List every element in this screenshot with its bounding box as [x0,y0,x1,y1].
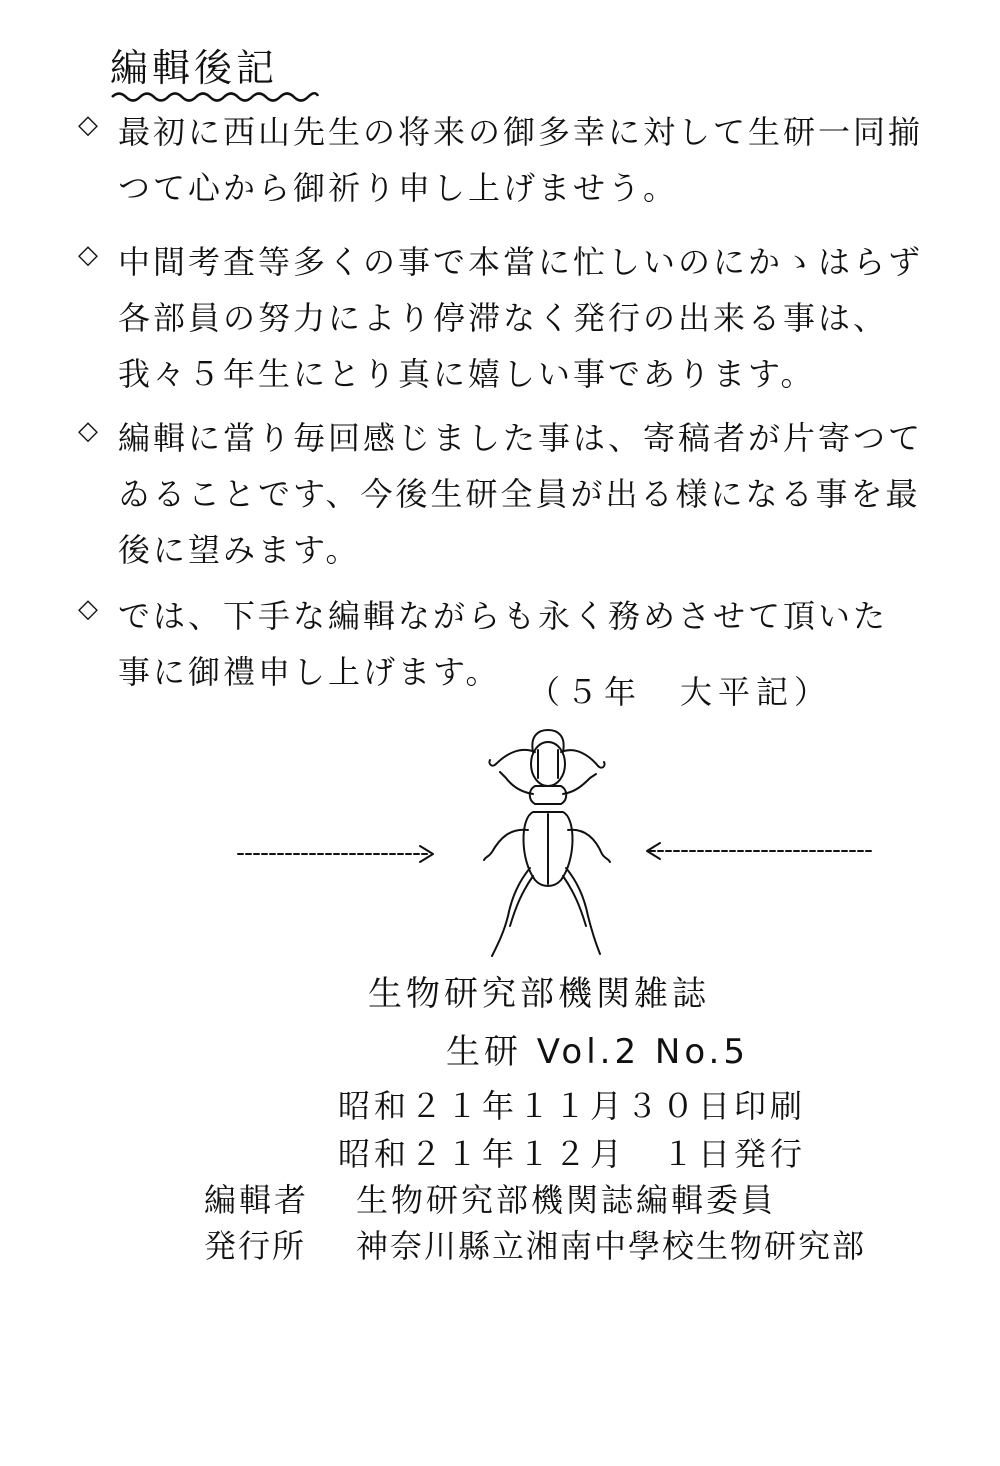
editor-value: 生物研究部機関誌編輯委員 [356,1181,777,1219]
author-signature: （５年 大平記） [528,673,833,711]
heading-block [110,44,330,106]
publisher-value: 神奈川縣立湘南中學校生物研究部 [356,1227,867,1265]
paragraph-line: 各部員の努力により停滞なく発行の出来る事は、 [118,299,889,337]
journal-title: 生物研究部機関雑誌 [368,974,710,1014]
paragraph-2-text [118,234,928,402]
paragraph-3-text [118,410,928,578]
editor-line [204,1176,776,1224]
diamond-bullet-icon: ◇ [78,594,98,624]
paragraph-line: では、下手な編輯ながらも永く務めさせて頂いた [118,597,889,635]
paragraph-line: 事に御禮申し上げます。 [118,653,501,691]
page-heading: 編輯後記 [110,46,279,90]
publisher-label: 発行所 [204,1227,307,1265]
paragraph-1-text [118,104,928,216]
print-date: 昭和２１年１１月３０日印刷 [338,1087,807,1125]
paragraph-line: 編輯に當り毎回感じました事は、寄稿者が片寄つて [118,419,924,457]
diamond-bullet-icon: ◇ [78,110,98,140]
volume-number: 生研 Vol.2 No.5 [446,1032,749,1072]
publisher-line [204,1222,866,1270]
issue-date: 昭和２１年１２月 １日発行 [338,1135,807,1173]
paragraph-line: つて心から御祈り申し上げませう。 [118,169,679,207]
beetle-illustration-icon [230,720,890,965]
paragraph-line: ゐることです、今後生研全員が出る様になる事を最 [118,475,921,513]
diamond-bullet-icon: ◇ [78,416,98,446]
paragraph-line: 中間考査等多くの事で本當に忙しいのにかゝはらず [118,243,924,281]
editor-label: 編輯者 [204,1181,310,1219]
paragraph-line: 我々５年生にとり真に嬉しい事であります。 [118,355,816,393]
paragraph-line: 後に望みます。 [118,531,361,569]
paragraph-line: 最初に西山先生の将来の御多幸に対して生研一同揃 [118,113,924,151]
wavy-underline [110,90,320,104]
diamond-bullet-icon: ◇ [78,240,98,270]
